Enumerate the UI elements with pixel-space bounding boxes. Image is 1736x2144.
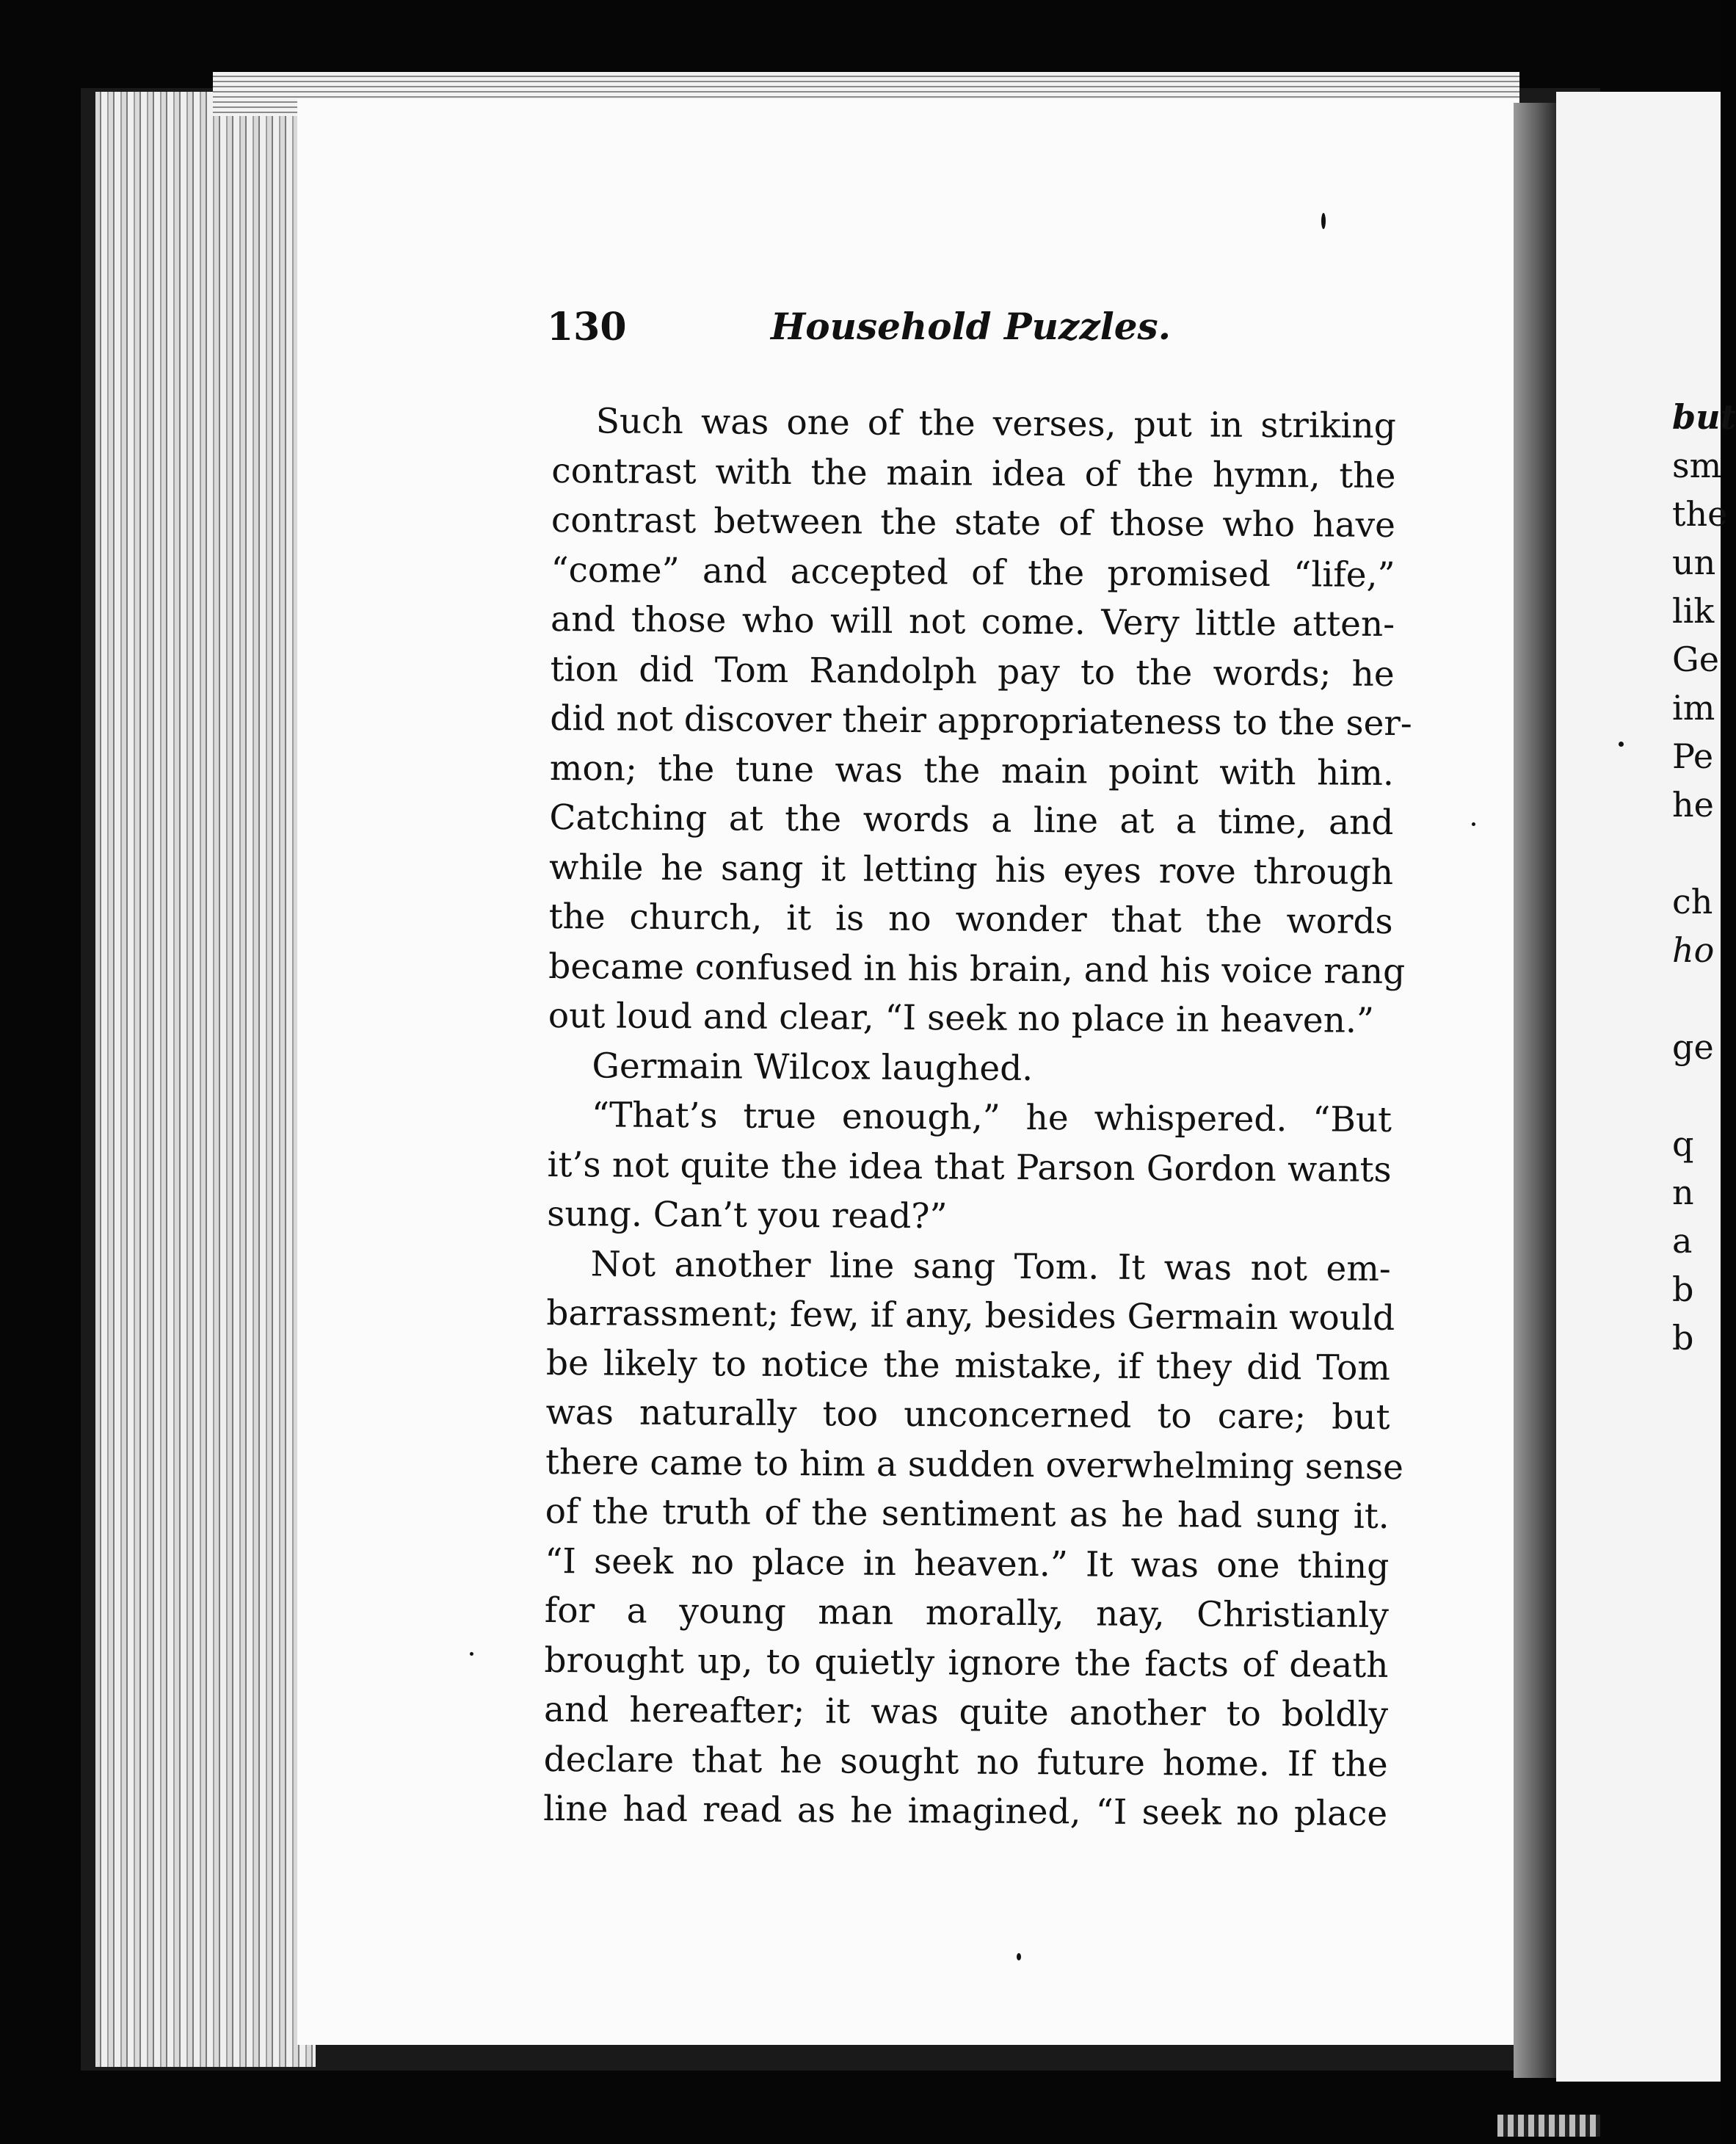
text-line: there came to him a sudden overwhelming sense <box>545 1441 1404 1488</box>
book-gutter <box>1514 103 1556 2078</box>
text-line: sung. Can’t you read?” <box>547 1193 948 1237</box>
text-line: declare that he sought no future home. If the <box>543 1739 1388 1785</box>
text-line: Catching at the words a line at a time, and <box>549 797 1394 844</box>
fragment-line: im <box>1672 688 1715 728</box>
fragment-line: the <box>1672 494 1728 534</box>
text-line: it’s not quite the idea that Parson Gordon wants <box>547 1144 1392 1190</box>
fragment-line: un <box>1672 543 1716 582</box>
text-line: out loud and clear, “I seek no place in heaven.” <box>548 995 1375 1041</box>
text-line: tion did Tom Randolph pay to the words; he <box>550 648 1395 695</box>
running-title: Household Puzzles. <box>771 305 1172 348</box>
fragment-line: q <box>1672 1124 1694 1164</box>
page-header <box>547 301 1354 367</box>
dust-speck <box>1321 213 1326 229</box>
fragment-line: ho <box>1672 930 1715 970</box>
text-line: “That’s true enough,” he whispered. “But <box>591 1095 1392 1141</box>
text-line: while he sang it letting his eyes rove through <box>548 847 1394 893</box>
fragment-line: he <box>1672 785 1714 825</box>
text-line: Germain Wilcox laughed. <box>592 1045 1034 1089</box>
text-line: Not another line sang Tom. It was not em- <box>590 1243 1391 1289</box>
text-line: “come” and accepted of the promised “life,” <box>551 549 1395 595</box>
text-line: was naturally too unconcerned to care; but <box>545 1391 1390 1438</box>
text-line: of the truth of the sentiment as he had sung it. <box>545 1491 1390 1537</box>
page-number: 130 <box>547 305 627 350</box>
fragment-line <box>1672 974 1736 1023</box>
dust-speck <box>1619 742 1624 747</box>
body-text <box>543 396 1412 1839</box>
text-line: brought up, to quietly ignore the facts of death <box>544 1640 1389 1686</box>
fragment-line: but <box>1672 397 1736 437</box>
dust-speck <box>470 1652 473 1656</box>
fragment-line: ch <box>1672 882 1713 921</box>
fragment-line: Ge <box>1672 640 1719 679</box>
text-line: be likely to notice the mistake, if they did Tom <box>545 1342 1391 1388</box>
fragment-line: a <box>1672 1221 1693 1261</box>
fragment-line: b <box>1672 1318 1694 1358</box>
text-line: and hereafter; it was quite another to boldly <box>543 1689 1389 1735</box>
text-line: and those who will not come. Very little atten- <box>550 598 1395 645</box>
text-line: became confused in his brain, and his voice rang <box>548 946 1406 992</box>
text-line: contrast between the state of those who have <box>551 499 1396 546</box>
fragment-line: lik <box>1672 591 1715 631</box>
text-line: contrast with the main idea of the hymn, the <box>551 450 1396 496</box>
text-line: did not discover their appropriateness to the ser- <box>550 698 1412 745</box>
text-line: barrassment; few, if any, besides Germain would <box>546 1292 1395 1339</box>
fragment-line: n <box>1672 1173 1694 1212</box>
dust-speck <box>1017 1953 1021 1960</box>
dust-speck <box>1472 822 1475 826</box>
fragment-line: ge <box>1672 1027 1714 1067</box>
fragment-line: Pe <box>1672 736 1714 776</box>
text-line: for a young man morally, nay, Christianly <box>544 1590 1390 1636</box>
text-line: “I seek no place in heaven.” It was one thing <box>545 1540 1390 1587</box>
text-line: the church, it is no wonder that the words <box>548 896 1393 943</box>
page-edges-left <box>95 92 316 2067</box>
text-line: line had read as he imagined, “I seek no place <box>543 1788 1388 1834</box>
fragment-line <box>1672 1071 1736 1120</box>
fragment-line: b <box>1672 1270 1694 1309</box>
text-line: Such was one of the verses, put in striking <box>595 401 1396 447</box>
fragment-line <box>1672 829 1736 877</box>
fragment-line: sm <box>1672 446 1722 485</box>
text-line: mon; the tune was the main point with him. <box>549 747 1395 794</box>
scan-artifact <box>1497 2115 1600 2137</box>
right-page-fragments <box>1672 393 1736 1362</box>
